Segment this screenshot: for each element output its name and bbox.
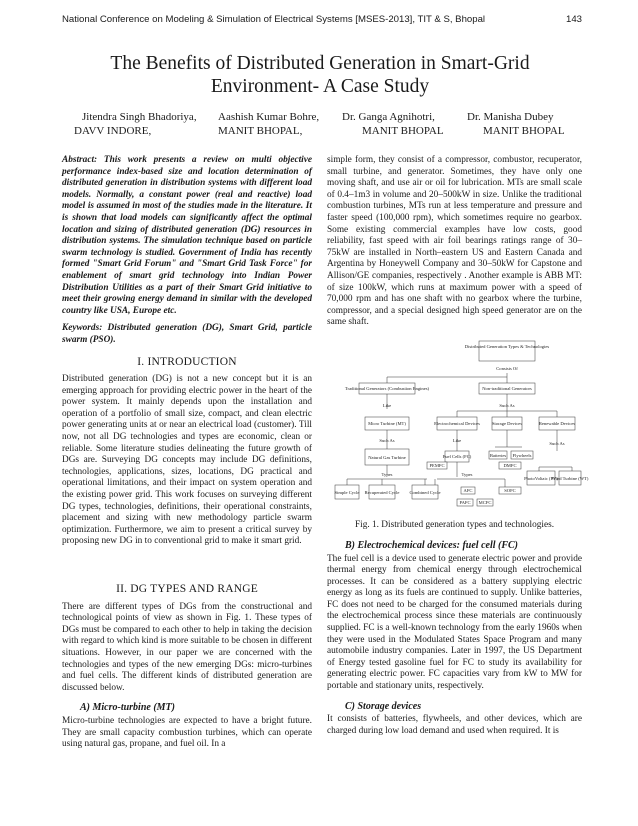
running-header-text: National Conference on Modeling & Simulation of Electrical Systems [MSES-2013], TIT & S, Bhopal [62, 14, 486, 25]
section-heading-introduction: I. INTRODUCTION [137, 355, 237, 368]
node-electrochemical: Electrochemical Devices [434, 420, 480, 426]
node-such-as-3: Such As [549, 440, 565, 446]
node-flywheels: Flywheels [512, 452, 532, 458]
node-types: Types [381, 471, 393, 477]
node-simple-cycle: Simple Cycle [334, 489, 360, 495]
node-like: Like [382, 402, 392, 408]
right-column [327, 155, 589, 737]
node-fuel-cells: Fuel Cells (FC) [442, 453, 472, 459]
micro-turbine-text-continued: simple form, they consist of a compressor, combustor, recuperator, small turbine, and generator. Sometimes, they have only one moving shaft, and use air or oil for lubrication. MTs are small scale of 0.4–1m3 in volume and 20–500kW in size. Unlike the traditional combustion turbines, MTs run at less temperature and pressure and faster speed (100,000 rpm), which sometimes require no gearbox. Some existing commercial examples have low costs, good reliability, fast speed with air foil bearings ratings range of 30–75kW are installed in North–eastern US and Eastern Canada and Argentina by Honeywell Company and 30–50kW for Capstone and Allison/GE companies, respectively . Another example is ABB MT: of size 100kW, which runs at maximum power with a speed of 70,000 rpm and has one shaft with no gearbox where the turbine, compressor, and a special designed high speed generator are on the same shaft. [327, 155, 582, 328]
author-4 [467, 110, 565, 138]
node-non-traditional: Non-traditional Generators [482, 385, 532, 391]
title-line-1: The Benefits of Distributed Generation in Smart-Grid [110, 53, 530, 74]
node-storage: Storage Devices [492, 420, 522, 426]
node-types-2: Types [461, 471, 473, 477]
page-number: 143 [565, 14, 582, 25]
node-pafc: PAFC [459, 499, 471, 505]
node-like-2: Like [452, 437, 462, 443]
dg-types-text: There are different types of DGs from the constructional and technological points of view as shown in Fig. 1. These types of DGs must be compared to each other to help in taking the decision with regard to which kind is more suitable to be chosen in different situations. However, in our paper we are concerned with the technologies and types of the new emerging DGs: micro-turbines and fuel cells. The different kinds of distributed generation are discussed below. [62, 601, 312, 693]
author-affiliation: MANIT BHOPAL [362, 125, 444, 137]
figure-caption: Fig. 1. Distributed generation types and technologies. [354, 519, 555, 530]
left-column [62, 155, 312, 751]
author-1 [74, 110, 197, 138]
running-header [62, 14, 582, 25]
node-dmfc: DMFC [503, 462, 517, 468]
author-name: Jitendra Singh Bhadoriya, [82, 111, 197, 123]
keywords: Keywords: Distributed generation (DG), Smart Grid, particle swarm (PSO). [62, 323, 312, 345]
node-sofc: SOFC [504, 487, 516, 493]
node-such-as: Such As [499, 402, 515, 408]
node-micro-turbine: Micro Turbine (MT) [368, 420, 406, 426]
node-photovoltaic: PhotoVoltaic (PV) [524, 475, 558, 481]
author-affiliation: MANIT BHOPAL, [218, 125, 303, 137]
author-2 [218, 110, 319, 138]
author-affiliation: MANIT BHOPAL [483, 125, 565, 137]
node-combined-cycle: Combined Cycle [409, 489, 441, 495]
node-renewable: Renewable Devices [538, 420, 576, 426]
paper-title [60, 52, 580, 98]
author-name: Aashish Kumar Bohre, [218, 111, 320, 123]
author-name: Dr. Manisha Dubey [467, 111, 554, 123]
node-batteries: Batteries [489, 452, 507, 458]
introduction-text: Distributed generation (DG) is not a new concept but it is an emerging approach for providing electric power in the heart of the power system. It mainly depends upon the installation and operation of a portfolio of small size, compact, and clean electric power generating units at or near an electrical load (customer). Till now, not all DG technologies and types are economic, clean or reliable. Some literature studies delineating the future growth of DGs are. Surveying DG concepts may include DG definitions, technologies, applications, sizes, locations, DG practical and operational limitations, and their impact on system operation and the existing power grid. This work focuses on surveying different DG types, technologies, definitions, their operational constraints, placement and sizing with new methodology particle swarm optimization. Furthermore, we aim to present a critical survey by proposing new DG in to conventional grid to make it smart grid. [62, 374, 312, 547]
node-natural-gas: Natural Gas Turbine [368, 454, 406, 460]
micro-turbine-text: Micro-turbine technologies are expected to have a bright future. They are small capacity combustion turbines, which can operate using natural gas, propane, and fuel oil. In a [62, 715, 312, 750]
dg-types-diagram [327, 337, 589, 517]
node-such-as-2: Such As [379, 437, 395, 443]
author-3 [342, 110, 444, 138]
subsection-heading-storage: C) Storage devices [345, 700, 422, 712]
abstract: Abstract: This work presents a review on multi objective performance index-based size and location determination of distributed generation in distribution systems with different load models. Normally, a constant power (real and reactive) load model is assumed in most of the studies made in the literature. It is shown that load models can significantly affect the optimal location and sizing of distributed generation (DG) resources in distribution systems. The simulation technique based on particle swarm technology is studied. Government of India has recently formed "Smart Grid Forum" and "Smart Grid Task Force" for enablement of smart grid technology into Indian Power Distribution Utilities as a part of their Smart Grid initiative to meet their growing energy demand in similar with the developed country like USA, Europe etc. [62, 155, 312, 316]
node-wind-turbine: Wind Turbine (WT) [551, 475, 589, 481]
node-pemfc: PEMFC [429, 462, 445, 468]
node-consists-of: Consists Of [496, 365, 518, 371]
fuel-cell-text: The fuel cell is a device used to generate electric power and provide thermal energy from chemical energy through electrochemical processes. It can be considered as a battery supplying electric energy as long as its fuels are continued to supply. Unlike batteries, FC does not need to be charged for the consumed materials during the electrochemical process since these materials are continuously supplied. FC is a well-known technology from the early 1960s when they were used in the Modulated States Space Program and many automobile industry companies. Later in 1997, the US Department of Energy tested gasoline fuel for FC to study its availability for generating electric power. FC capacities vary from kW to MW for portable and stationary units, respectively. [327, 553, 582, 692]
node-traditional: Traditional Generators (Combustion Engines) [344, 385, 430, 391]
storage-text: It consists of batteries, flywheels, and other devices, which are charged during low load demand and used when required. It is [327, 714, 582, 736]
section-heading-dg-types: II. DG TYPES AND RANGE [116, 583, 258, 595]
subsection-heading-micro-turbine: A) Micro-turbine (MT) [80, 702, 175, 714]
node-recuperated-cycle: Recuperated Cycle [364, 489, 400, 495]
author-name: Dr. Ganga Agnihotri, [342, 111, 435, 123]
subsection-heading-fuel-cell: B) Electrochemical devices: fuel cell (FC) [345, 539, 519, 551]
node-mcfc: MCFC [478, 499, 492, 505]
author-affiliation: DAVV INDORE, [74, 125, 152, 137]
figure-1 [327, 337, 589, 532]
node-root: Distributed Generation Types & Technologies [464, 343, 550, 349]
title-line-2: Environment- A Case Study [210, 76, 430, 97]
node-afc: AFC [463, 487, 473, 493]
